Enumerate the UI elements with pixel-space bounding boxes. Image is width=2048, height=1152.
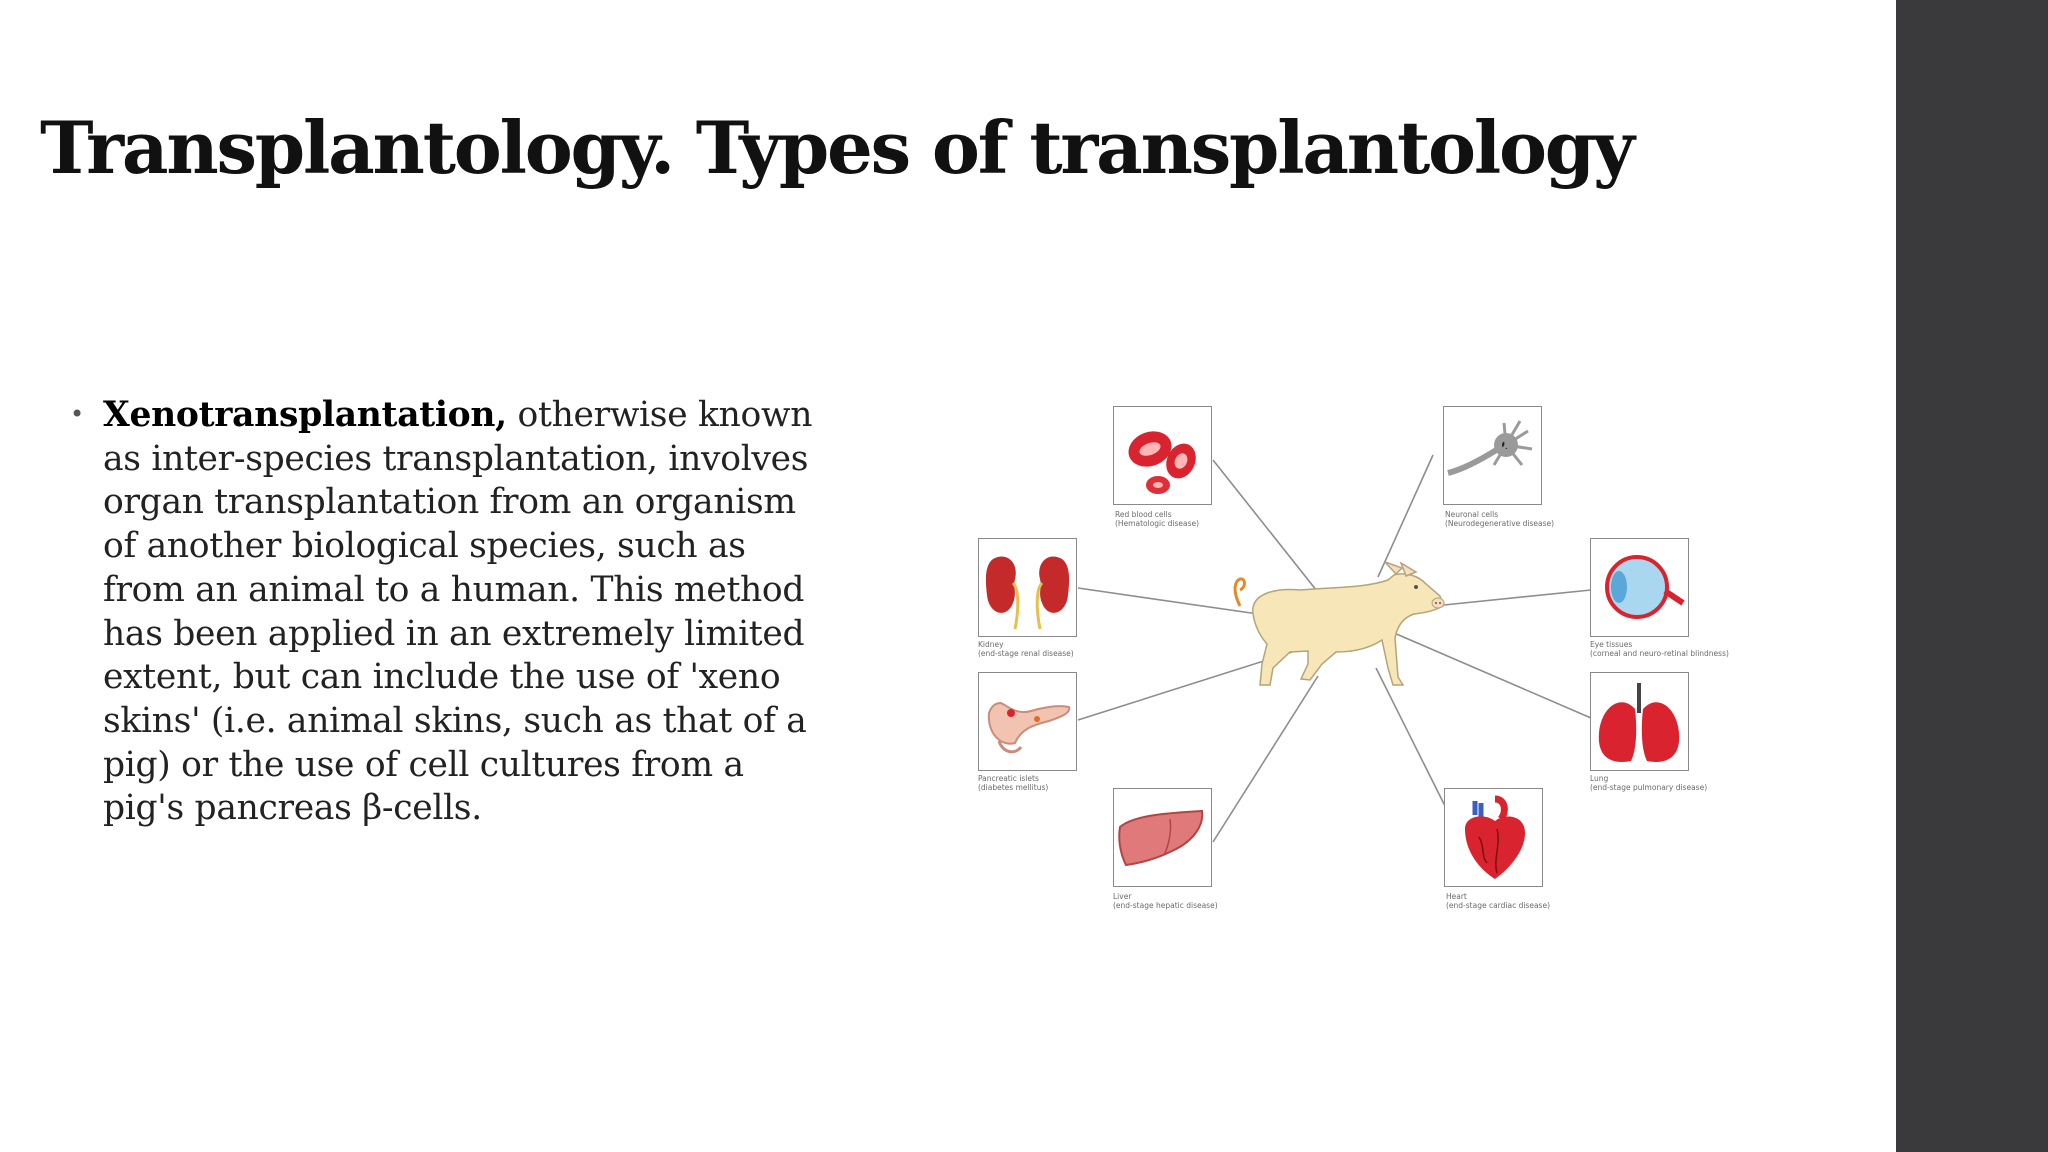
pig-illustration — [1235, 562, 1444, 685]
pancreas-box — [978, 672, 1077, 771]
kidney-icon — [979, 539, 1076, 636]
bullet-lead-term: Xenotransplantation, — [103, 395, 507, 435]
rbc-box — [1113, 406, 1212, 505]
bullet-line: extent, but can include the use of 'xeno — [103, 657, 781, 698]
bullet-line: organ transplantation from an organism — [103, 482, 796, 523]
caption-line: (corneal and neuro-retinal blindness) — [1590, 649, 1729, 658]
figure-connectors — [970, 400, 1730, 920]
caption-line: (end-stage hepatic disease) — [1113, 901, 1218, 910]
bullet-line: has been applied in an extremely limited — [103, 613, 805, 654]
neuron-box — [1443, 406, 1542, 505]
caption-line: (end-stage renal disease) — [978, 649, 1074, 658]
pancreas-icon — [979, 673, 1076, 770]
liver-caption — [1113, 892, 1218, 910]
caption-line: Pancreatic islets — [978, 774, 1039, 783]
heart-caption — [1446, 892, 1550, 910]
liver-box — [1113, 788, 1212, 887]
bullet-line: pig) or the use of cell cultures from a — [103, 744, 744, 785]
red-blood-cells-icon — [1114, 407, 1211, 504]
lung-caption — [1590, 774, 1707, 792]
heart-icon — [1445, 789, 1542, 886]
slide-title: Transplantology. Types of transplantology — [40, 105, 1633, 190]
bullet-line: from an animal to a human. This method — [103, 569, 805, 610]
caption-line: (end-stage pulmonary disease) — [1590, 783, 1708, 792]
side-bar — [1896, 0, 2048, 1152]
rbc-caption — [1115, 510, 1199, 528]
bullet-line: as inter-species transplantation, involves — [103, 438, 809, 479]
caption-line: Neuronal cells — [1445, 510, 1499, 519]
caption-line: (diabetes mellitus) — [978, 783, 1049, 792]
kidney-box — [978, 538, 1077, 637]
caption-line: Red blood cells — [1115, 510, 1172, 519]
neuron-icon — [1444, 407, 1541, 504]
lung-box — [1590, 672, 1689, 771]
bullet-line-text: otherwise known — [506, 395, 813, 435]
kidney-caption — [978, 640, 1074, 658]
caption-line: Liver — [1113, 892, 1132, 901]
liver-icon — [1114, 789, 1211, 886]
pancreas-caption — [978, 774, 1048, 792]
eye-icon — [1591, 539, 1688, 636]
caption-line: (Hematologic disease) — [1115, 519, 1200, 528]
lung-icon — [1591, 673, 1688, 770]
caption-line: (Neurodegenerative disease) — [1445, 519, 1555, 528]
caption-line: Kidney — [978, 640, 1004, 649]
caption-line: Heart — [1446, 892, 1467, 901]
bullet-line: skins' (i.e. animal skins, such as that of a — [103, 700, 807, 741]
heart-box — [1444, 788, 1543, 887]
caption-line: Lung — [1590, 774, 1609, 783]
xenotransplant-figure — [970, 400, 1730, 920]
bullet-line: of another biological species, such as — [103, 526, 746, 567]
eye-box — [1590, 538, 1689, 637]
bullet-text — [103, 394, 893, 831]
bullet-dot-icon: • — [70, 400, 85, 428]
caption-line: (end-stage cardiac disease) — [1446, 901, 1550, 910]
bullet-line: pig's pancreas β-cells. — [103, 788, 482, 829]
eye-caption — [1590, 640, 1729, 658]
neuron-caption — [1445, 510, 1554, 528]
bullet-line — [103, 394, 893, 438]
caption-line: Eye tissues — [1590, 640, 1633, 649]
